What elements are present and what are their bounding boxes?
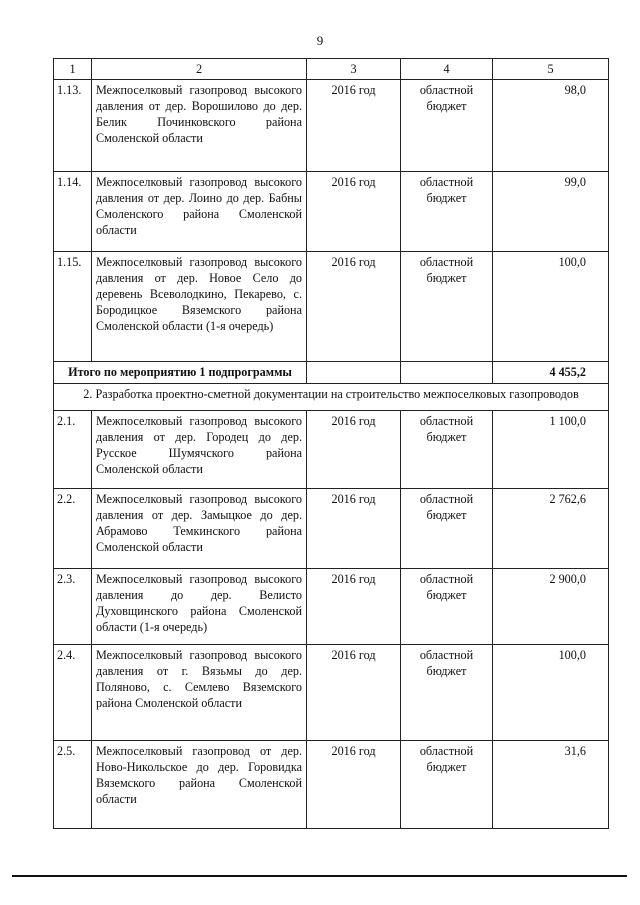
table-row: [54, 80, 609, 172]
object-name: Межпоселковый газопровод высокого давления от дер. Новое Село до деревень Всеволодкино, Пекарево, с. Бородицкое Вяземского района Смоленской области (1-я очередь): [92, 252, 307, 362]
column-number: 5: [493, 59, 609, 80]
object-name: Межпоселковый газопровод высокого давления от дер. Ворошилово до дер. Белик Починковского района Смоленской области: [92, 80, 307, 172]
column-number: 1: [54, 59, 92, 80]
funding-source: областной бюджет: [401, 741, 493, 829]
object-name: Межпоселковый газопровод высокого давления до дер. Велисто Духовщинского района Смоленской области (1-я очередь): [92, 569, 307, 645]
object-name: Межпоселковый газопровод высокого давления от г. Вязьмы до дер. Поляново, с. Семлево Вяземского района Смоленской области: [92, 645, 307, 741]
column-number: 2: [92, 59, 307, 80]
amount: 2 900,0: [493, 569, 609, 645]
funding-source: областной бюджет: [401, 252, 493, 362]
funding-source: областной бюджет: [401, 645, 493, 741]
object-name: Межпоселковый газопровод от дер. Ново-Никольское до дер. Горовидка Вяземского района Смоленской области: [92, 741, 307, 829]
program-table: [53, 58, 609, 829]
funding-source: областной бюджет: [401, 80, 493, 172]
amount: 31,6: [493, 741, 609, 829]
object-name: Межпоселковый газопровод высокого давления от дер. Лоино до дер. Бабны Смоленского района Смоленской области: [92, 172, 307, 252]
total-label: Итого по мероприятию 1 подпрограммы: [54, 362, 307, 384]
total-amount: 4 455,2: [493, 362, 609, 384]
section-heading: 2. Разработка проектно-сметной документации на строительство межпоселковых газопроводов: [54, 384, 609, 411]
funding-source: областной бюджет: [401, 172, 493, 252]
empty-cell: [401, 362, 493, 384]
amount: 1 100,0: [493, 411, 609, 489]
row-number: 2.1.: [54, 411, 92, 489]
funding-source: областной бюджет: [401, 569, 493, 645]
row-number: 1.13.: [54, 80, 92, 172]
amount: 99,0: [493, 172, 609, 252]
table-row: [54, 569, 609, 645]
column-number-row: [54, 59, 609, 80]
row-number: 2.2.: [54, 489, 92, 569]
table-row: [54, 741, 609, 829]
year: 2016 год: [307, 252, 401, 362]
row-number: 2.3.: [54, 569, 92, 645]
amount: 100,0: [493, 252, 609, 362]
object-name: Межпоселковый газопровод высокого давления от дер. Городец до дер. Русское Шумячского района Смоленской области: [92, 411, 307, 489]
object-name: Межпоселковый газопровод высокого давления от дер. Замыцкое до дер. Абрамово Темкинского района Смоленской области: [92, 489, 307, 569]
column-number: 3: [307, 59, 401, 80]
table-row: [54, 252, 609, 362]
table-row: [54, 411, 609, 489]
empty-cell: [307, 362, 401, 384]
amount: 98,0: [493, 80, 609, 172]
year: 2016 год: [307, 489, 401, 569]
page-number: 9: [316, 33, 324, 48]
table-row: [54, 645, 609, 741]
column-number: 4: [401, 59, 493, 80]
year: 2016 год: [307, 741, 401, 829]
table-row: [54, 172, 609, 252]
amount: 2 762,6: [493, 489, 609, 569]
row-number: 1.14.: [54, 172, 92, 252]
funding-source: областной бюджет: [401, 411, 493, 489]
row-number: 1.15.: [54, 252, 92, 362]
section-heading-row: [54, 384, 609, 411]
year: 2016 год: [307, 645, 401, 741]
table-row: [54, 489, 609, 569]
year: 2016 год: [307, 172, 401, 252]
funding-source: областной бюджет: [401, 489, 493, 569]
year: 2016 год: [307, 411, 401, 489]
year: 2016 год: [307, 569, 401, 645]
row-number: 2.5.: [54, 741, 92, 829]
year: 2016 год: [307, 80, 401, 172]
amount: 100,0: [493, 645, 609, 741]
row-number: 2.4.: [54, 645, 92, 741]
total-row: [54, 362, 609, 384]
footer-rule: [12, 875, 627, 877]
